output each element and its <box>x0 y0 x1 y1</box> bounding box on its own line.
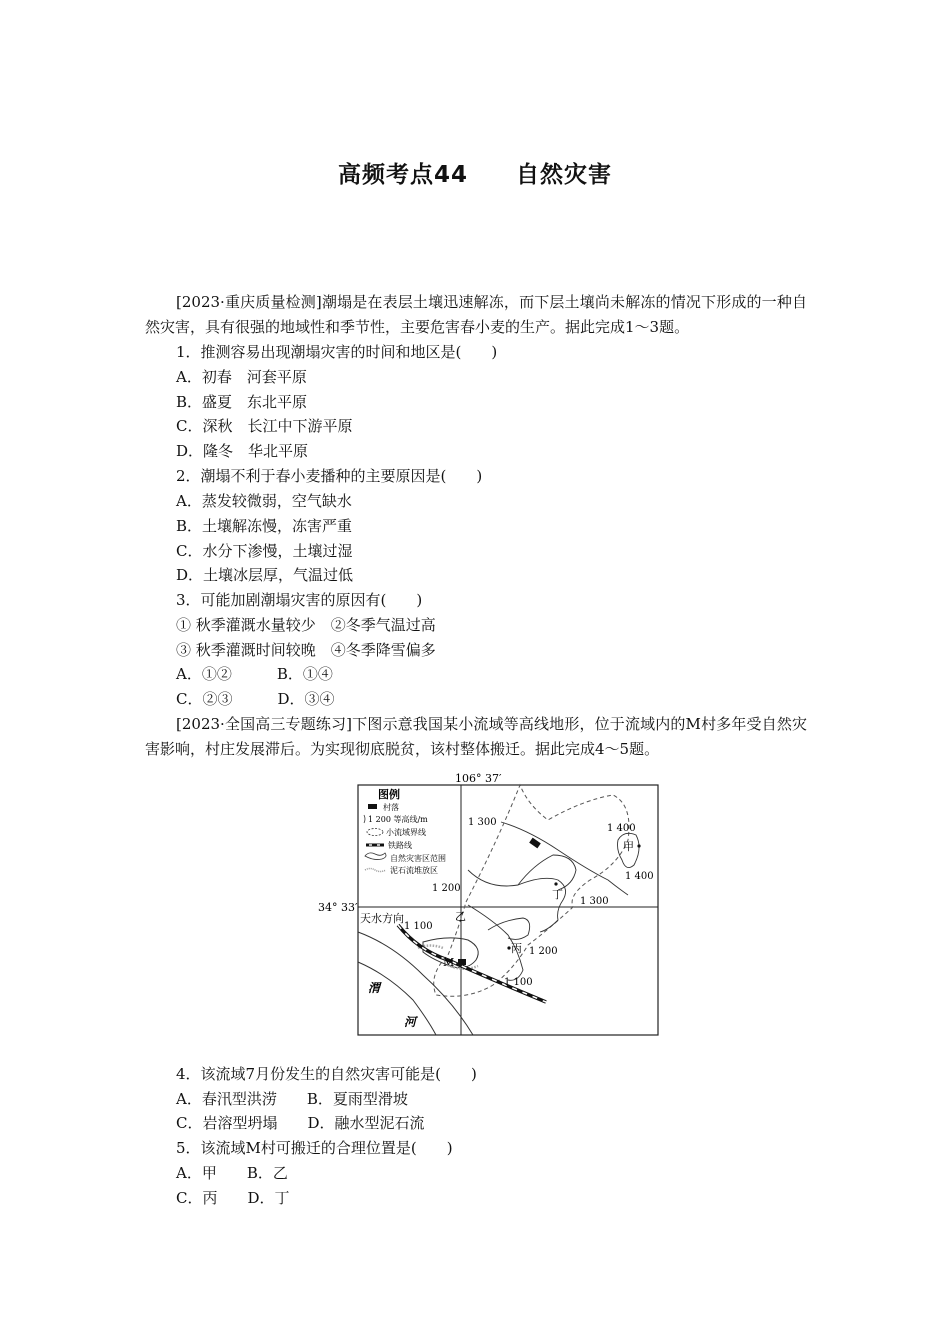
contour-label-1300b: 1 300 <box>580 896 609 907</box>
latitude-label: 34° 33′ <box>318 901 358 914</box>
contour-1200 <box>468 870 566 932</box>
question-3-stem: 3．可能加剧潮塌灾害的原因有( ) <box>176 591 423 609</box>
question-1-stem: 1．推测容易出现潮塌灾害的时间和地区是( ) <box>176 343 498 361</box>
question-3-item-1: ① 秋季灌溉水量较少 ②冬季气温过高 <box>176 616 436 634</box>
contour-label-1200b: 1 200 <box>529 946 558 957</box>
question-1-option-a: A．初春 河套平原 <box>176 368 307 386</box>
contour-label-1100a: 1 100 <box>404 921 433 932</box>
title-topic: 高频考点44 <box>337 162 468 188</box>
question-1-option-c: C．深秋 长江中下游平原 <box>176 417 353 435</box>
place-jia-dot <box>637 844 640 847</box>
question-1-option-d: D．隆冬 华北平原 <box>176 442 309 460</box>
question-3-options-ab: A．①② B．①④ <box>176 665 333 683</box>
longitude-label: 106° 37′ <box>455 772 502 785</box>
question-2-option-d: D．土壤冰层厚，气温过低 <box>176 566 354 584</box>
river-label-2: 河 <box>404 1015 417 1029</box>
question-2-option-a: A．蒸发较微弱，空气缺水 <box>176 492 352 510</box>
legend-disaster-symbol <box>365 853 386 860</box>
legend-contour-symbol <box>364 815 365 823</box>
place-ding: 丁 <box>552 888 563 901</box>
contour-label-1300a: 1 300 <box>468 817 497 828</box>
legend-basin-symbol <box>367 829 383 836</box>
contour-label-1400a: 1 400 <box>607 823 636 834</box>
legend-village: 村落 <box>383 803 399 812</box>
river-bank-south <box>358 962 436 1035</box>
contour-map <box>318 770 663 1038</box>
place-ding-dot <box>554 882 557 885</box>
direction-label: 天水方向 <box>360 912 404 925</box>
contour-label-1200a: 1 200 <box>432 883 461 894</box>
place-yi: 乙 <box>455 910 466 923</box>
legend-basin: 小流域界线 <box>386 828 426 837</box>
legend-village-symbol <box>368 804 377 809</box>
river-label-1: 渭 <box>368 981 381 995</box>
question-4-options-cd: C．岩溶型坍塌 D．融水型泥石流 <box>176 1114 425 1132</box>
legend-debris: 泥石流堆放区 <box>390 866 438 875</box>
question-4-options-ab: A．春汛型洪涝 B．夏雨型滑坡 <box>176 1090 408 1108</box>
question-5-stem: 5．该流域M村可搬迁的合理位置是( ) <box>176 1139 453 1157</box>
legend-contour: 1 200 等高线/m <box>368 815 428 824</box>
question-3-options-cd: C．②③ D．③④ <box>176 690 335 708</box>
legend-title: 图例 <box>378 788 400 801</box>
map-legend <box>364 787 446 875</box>
legend-railway: 铁路线 <box>388 841 412 850</box>
title-subject: 自然灾害 <box>516 162 612 188</box>
place-jia: 甲 <box>623 840 634 853</box>
contour-label-1100b: 1 100 <box>504 977 533 988</box>
question-2-option-b: B．土壤解冻慢，冻害严重 <box>176 517 353 535</box>
question-2-stem: 2．潮塌不利于春小麦播种的主要原因是( ) <box>176 467 483 485</box>
village-symbol <box>529 838 541 849</box>
question-4-stem: 4．该流域7月份发生的自然灾害可能是( ) <box>176 1065 477 1083</box>
question-5-options-ab: A．甲 B．乙 <box>176 1164 288 1182</box>
question-5-options-cd: C．丙 D．丁 <box>176 1189 290 1207</box>
question-1-option-b: B．盛夏 东北平原 <box>176 393 308 411</box>
intro-paragraph-1: [2023·重庆质量检测]潮塌是在表层土壤迅速解冻，而下层土壤尚未解冻的情况下形成的一种自然灾害，具有很强的地域性和季节性，主要危害春小麦的生产。据此完成1～3题。 <box>145 293 807 336</box>
village-m-symbol <box>458 959 466 965</box>
page-title <box>0 156 950 189</box>
question-2-option-c: C．水分下渗慢，土壤过湿 <box>176 542 353 560</box>
contour-label-1400b: 1 400 <box>625 871 654 882</box>
place-bing: 丙 <box>511 942 522 955</box>
place-m: M <box>443 956 455 969</box>
question-3-item-2: ③ 秋季灌溉时间较晚 ④冬季降雪偏多 <box>176 641 436 659</box>
legend-debris-symbol <box>365 869 386 872</box>
legend-disaster: 自然灾害区范围 <box>390 854 446 863</box>
intro-paragraph-2: [2023·全国高三专题练习]下图示意我国某小流域等高线地形，位于流域内的M村多年受自然灾害影响，村庄发展滞后。为实现彻底脱贫，该村整体搬迁。据此完成4～5题。 <box>145 715 807 758</box>
